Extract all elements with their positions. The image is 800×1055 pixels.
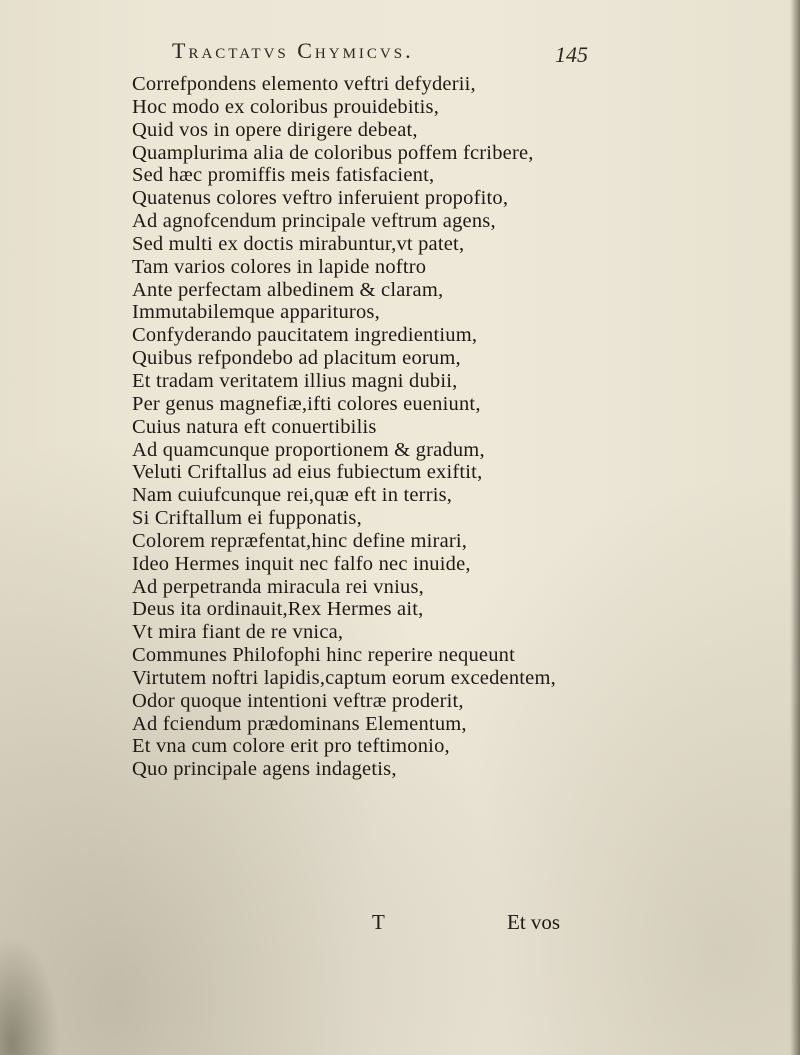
verse-line: Odor quoque intentioni veftræ proderit, — [132, 689, 464, 712]
verse-line: Confyderando paucitatem ingredientium, — [132, 324, 478, 347]
verse-line: Nam cuiufcunque rei,quæ eft in terris, — [132, 484, 453, 507]
running-head: Tractatvs Chymicvs. — [172, 38, 414, 63]
page-stain — [0, 935, 60, 1055]
verse-line: Tam varios colores in lapide noftro — [132, 255, 427, 278]
verse-line: Communes Philofophi hinc reperire nequeunt — [132, 644, 516, 667]
verse-line: Quo principale agens indagetis, — [132, 758, 397, 781]
catchword: Et vos — [507, 910, 561, 934]
verse-line: Sed multi ex doctis mirabuntur,vt patet, — [132, 232, 465, 255]
verse-line: Et tradam veritatem illius magni dubii, — [132, 369, 458, 392]
verse-line: Ideo Hermes inquit nec falfo nec inuide, — [132, 552, 471, 575]
verse-line: Ante perfectam albedinem & claram, — [132, 278, 444, 301]
page-edge-shadow — [790, 0, 800, 1055]
verse-line: Per genus magnefiæ,ifti colores eueniunt, — [132, 392, 481, 415]
verse-line: Veluti Criftallus ad eius fubiectum exiftit, — [132, 461, 483, 484]
verse-line: Deus ita ordinauit,Rex Hermes ait, — [132, 598, 424, 621]
signature-mark: T — [372, 910, 385, 934]
verse-line: Correfpondens elemento veftri defyderii, — [132, 73, 476, 95]
verse-line: Quamplurima alia de coloribus poffem fcribere, — [132, 141, 534, 164]
verse-line: Hoc modo ex coloribus prouidebitis, — [132, 95, 440, 118]
verse-line: Colorem repræfentat,hinc define mirari, — [132, 529, 468, 552]
verse-line: Virtutem noftri lapidis,captum eorum excedentem, — [132, 666, 556, 689]
verse-line: Et vna cum colore erit pro teftimonio, — [132, 735, 450, 758]
verse-line: Ad perpetranda miracula rei vnius, — [132, 575, 424, 598]
verse-text — [132, 73, 556, 781]
verse-line: Ad quamcunque proportionem & gradum, — [132, 438, 485, 461]
verse-line: Quid vos in opere dirigere debeat, — [132, 118, 418, 141]
verse-line: Immutabilemque apparituros, — [132, 301, 380, 324]
page-number: 145 — [555, 42, 588, 67]
verse-line: Cuius natura eft conuertibilis — [132, 415, 377, 438]
verse-line: Quibus refpondebo ad placitum eorum, — [132, 347, 461, 370]
verse-line: Quatenus colores veftro inferuient propofito, — [132, 187, 509, 210]
verse-line: Vt mira fiant de re vnica, — [132, 621, 344, 644]
verse-line: Sed hæc promiffis meis fatisfacient, — [132, 164, 435, 187]
verse-line: Si Criftallum ei fupponatis, — [132, 507, 362, 530]
verse-line: Ad fciendum prædominans Elementum, — [132, 712, 467, 735]
verse-line: Ad agnofcendum principale veftrum agens, — [132, 210, 496, 233]
